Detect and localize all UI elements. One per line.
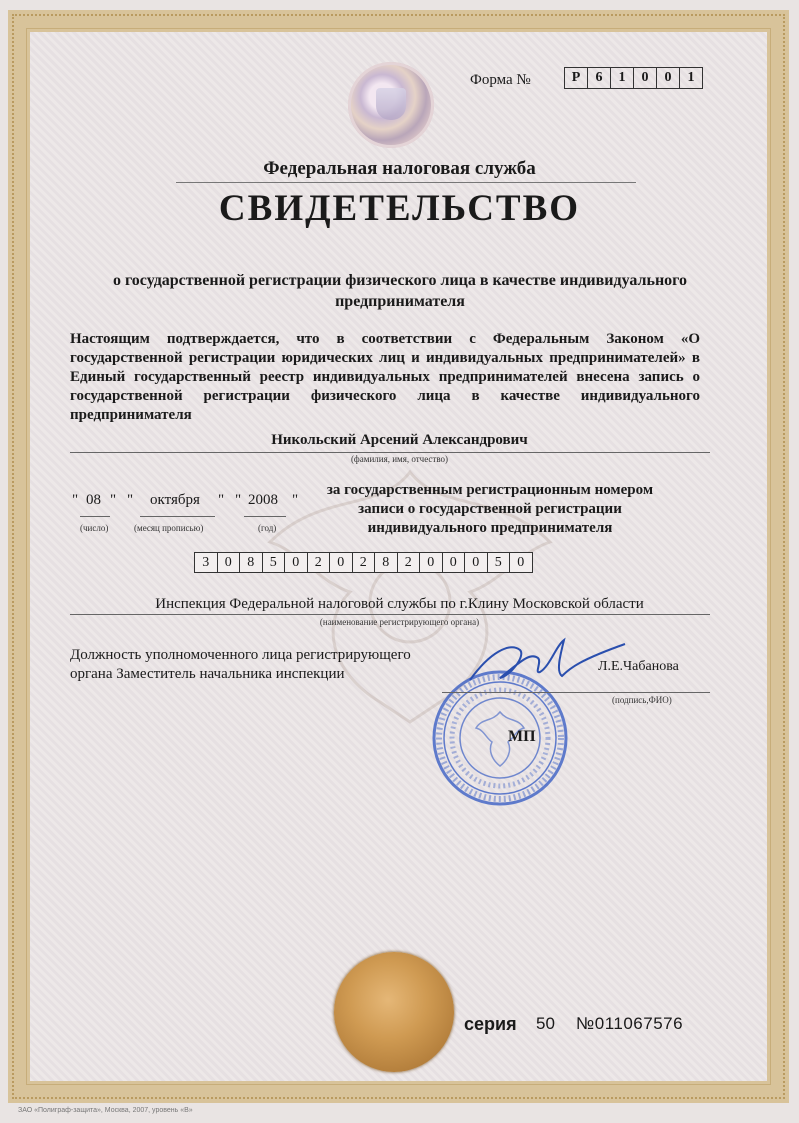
date-month-caption: (месяц прописью) xyxy=(134,523,204,533)
ogrnip-digit: 0 xyxy=(465,553,488,572)
ogrnip-digit: 2 xyxy=(308,553,331,572)
date-year-caption: (год) xyxy=(258,523,277,533)
signer-caption: (подпись,ФИО) xyxy=(612,695,672,705)
quote: " xyxy=(72,492,79,508)
registering-authority-caption: (наименование регистрирующего органа) xyxy=(319,617,480,627)
document-subtitle: о государственной регистрации физического лица в качестве индивидуального предпринимателя xyxy=(112,272,688,310)
hologram-emblem-icon xyxy=(348,62,434,148)
stamp-place-label: МП xyxy=(508,728,536,745)
date-day: 08 xyxy=(86,492,101,508)
divider xyxy=(140,516,215,517)
series-value: 50 xyxy=(536,1014,555,1033)
divider xyxy=(176,182,636,183)
form-code xyxy=(564,67,703,89)
series-number: №011067576 xyxy=(576,1014,684,1033)
gold-seal-icon xyxy=(334,952,454,1072)
divider xyxy=(70,452,710,453)
ogrnip-digit: 8 xyxy=(240,553,263,572)
quote: " xyxy=(127,492,134,508)
ogrnip-digit: 8 xyxy=(375,553,398,572)
quote: " xyxy=(292,492,299,508)
person-name-caption: (фамилия, имя, отчество) xyxy=(350,454,449,464)
ogrnip-digit: 3 xyxy=(195,553,218,572)
form-code-char: Р xyxy=(565,68,588,88)
official-position: Должность уполномоченного лица регистрирующего органа Заместитель начальника инспекции xyxy=(70,647,411,682)
ogrnip-digit: 2 xyxy=(353,553,376,572)
registration-number-text: за государственным регистрационным номером записи о государственной регистрации индивидуального предпринимателя xyxy=(326,482,654,536)
ogrnip-number xyxy=(194,552,533,573)
date-month: октября xyxy=(150,492,200,508)
divider xyxy=(70,614,710,615)
certificate xyxy=(30,32,769,1081)
divider xyxy=(244,516,286,517)
ogrnip-digit: 0 xyxy=(330,553,353,572)
ogrnip-digit: 5 xyxy=(263,553,286,572)
divider xyxy=(80,516,110,517)
registering-authority: Инспекция Федеральной налоговой службы по г.Клину Московской области xyxy=(155,596,644,612)
divider xyxy=(442,692,710,693)
ogrnip-digit: 0 xyxy=(517,555,525,570)
series-label: серия xyxy=(464,1014,517,1034)
date-year: 2008 xyxy=(248,492,278,508)
document-title: СВИДЕТЕЛЬСТВО xyxy=(218,188,581,229)
ogrnip-digit: 0 xyxy=(218,553,241,572)
certification-text: Настоящим подтверждается, что в соответствии с Федеральным Законом «О государственной регистрации юридических лиц и индивидуальных предпринимателей» в Единый государственный реестр индивидуальных предпринимателей внесена запись о государственной регистрации физического лица в качестве индивидуального предпринимателя xyxy=(70,331,700,423)
quote: " xyxy=(235,492,242,508)
form-code-char: 6 xyxy=(588,68,611,88)
form-code-char: 0 xyxy=(634,68,657,88)
quote: " xyxy=(110,492,117,508)
form-code-char: 1 xyxy=(687,70,695,85)
agency-name: Федеральная налоговая служба xyxy=(263,158,536,179)
ogrnip-digit: 5 xyxy=(488,553,511,572)
form-code-char: 1 xyxy=(611,68,634,88)
printer-imprint: ЗАО «Полиграф-защита», Москва, 2007, уровень «В» xyxy=(18,1107,193,1114)
ogrnip-digit: 0 xyxy=(285,553,308,572)
date-day-caption: (число) xyxy=(80,523,109,533)
ogrnip-digit: 2 xyxy=(398,553,421,572)
quote: " xyxy=(218,492,225,508)
signer-name: Л.Е.Чабанова xyxy=(598,659,679,674)
form-code-char: 0 xyxy=(657,68,680,88)
form-label: Форма № xyxy=(470,72,531,88)
person-name: Никольский Арсений Александрович xyxy=(271,432,528,448)
ogrnip-digit: 0 xyxy=(443,553,466,572)
ogrnip-digit: 0 xyxy=(420,553,443,572)
